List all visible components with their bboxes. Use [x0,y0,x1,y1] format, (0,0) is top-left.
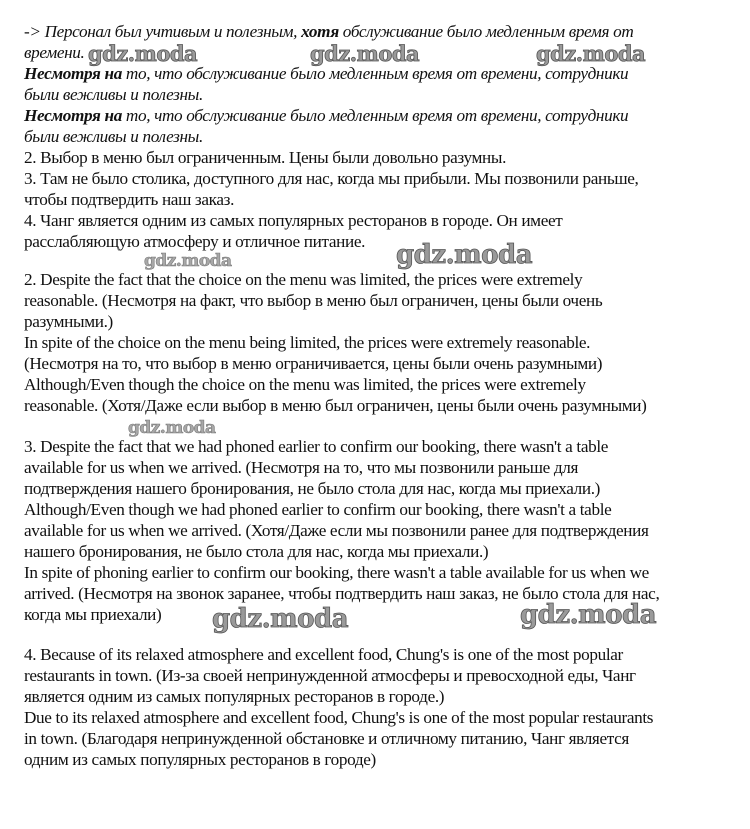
text-line: 3. Там не было столика, доступного для нас, когда мы прибыли. Мы позвонили раньше, [24,169,639,188]
text-line: In spite of phoning earlier to confirm our booking, there wasn't a table available for us when we [24,563,649,582]
watermark: gdz.moda [536,41,646,66]
text-line: времени. [24,43,85,62]
text-line: были вежливы и полезны. [24,85,203,104]
text-line: available for us when we arrived. (Хотя/Даже если мы позвонили ранее для подтверждения [24,521,649,540]
text-line: In spite of the choice on the menu being limited, the prices were extremely reasonable. [24,333,591,352]
text-line: in town. (Благодаря непринужденной обстановке и отличному питанию, Чанг является [24,729,629,748]
text-line: чтобы подтвердить наш заказ. [24,190,235,209]
watermark: gdz.moda [144,251,232,271]
text-line: restaurants in town. (Из-за своей непринужденной атмосферы и превосходной еды, Чанг [24,666,636,685]
watermark: gdz.moda [310,41,420,66]
text-line: reasonable. (Несмотря на факт, что выбор в меню был ограничен, цены были очень [24,291,603,310]
text-line: Несмотря на то, что обслуживание было медленным время от времени, сотрудники [24,106,629,125]
text-line: 4. Чанг является одним из самых популярных ресторанов в городе. Он имеет [24,211,563,230]
text-line: 3. Despite the fact that we had phoned earlier to confirm our booking, there wasn't a table [24,437,609,456]
text-line: Due to its relaxed atmosphere and excellent food, Chung's is one of the most popular restaurants [24,708,654,727]
text-line: -> Персонал был учтивым и полезным, хотя обслуживание было медленным время от [24,22,634,41]
text-line: является одним из самых популярных ресторанов в городе.) [24,687,445,706]
text-line: 2. Выбор в меню был ограниченным. Цены были довольно разумны. [24,148,507,167]
watermark: gdz.moda [212,604,349,634]
text-line: нашего бронирования, не было стола для нас, когда мы приехали.) [24,542,489,561]
watermark: gdz.moda [396,240,533,270]
text-line: были вежливы и полезны. [24,127,203,146]
text-line: arrived. (Несмотря на звонок заранее, чтобы подтвердить наш заказ, не было стола для нас, [24,584,660,603]
text-line: Although/Even though we had phoned earlier to confirm our booking, there wasn't a table [24,500,612,519]
text-line: (Несмотря на то, что выбор в меню ограничивается, цены были очень разумными) [24,354,603,373]
text-line: когда мы приехали) [24,605,162,624]
text-line: 2. Despite the fact that the choice on the menu was limited, the prices were extremely [24,270,583,289]
text-line: reasonable. (Хотя/Даже если выбор в меню был ограничен, цены были очень разумными) [24,396,647,415]
text-line: подтверждения нашего бронирования, не было стола для нас, когда мы приехали.) [24,479,601,498]
text-line: Although/Even though the choice on the menu was limited, the prices were extremely [24,375,586,394]
watermark: gdz.moda [128,418,216,438]
text-line: расслабляющую атмосферу и отличное питание. [24,232,366,251]
text-line: available for us when we arrived. (Несмотря на то, что мы позвонили раньше для [24,458,579,477]
arrow-marker: -> [24,22,41,41]
watermark: gdz.moda [520,600,657,630]
text-line: Несмотря на то, что обслуживание было медленным время от времени, сотрудники [24,64,629,83]
text-line: разумными.) [24,312,113,331]
text-line: 4. Because of its relaxed atmosphere and excellent food, Chung's is one of the most popular [24,645,623,664]
watermark: gdz.moda [88,41,198,66]
text-line: одним из самых популярных ресторанов в городе) [24,750,376,769]
